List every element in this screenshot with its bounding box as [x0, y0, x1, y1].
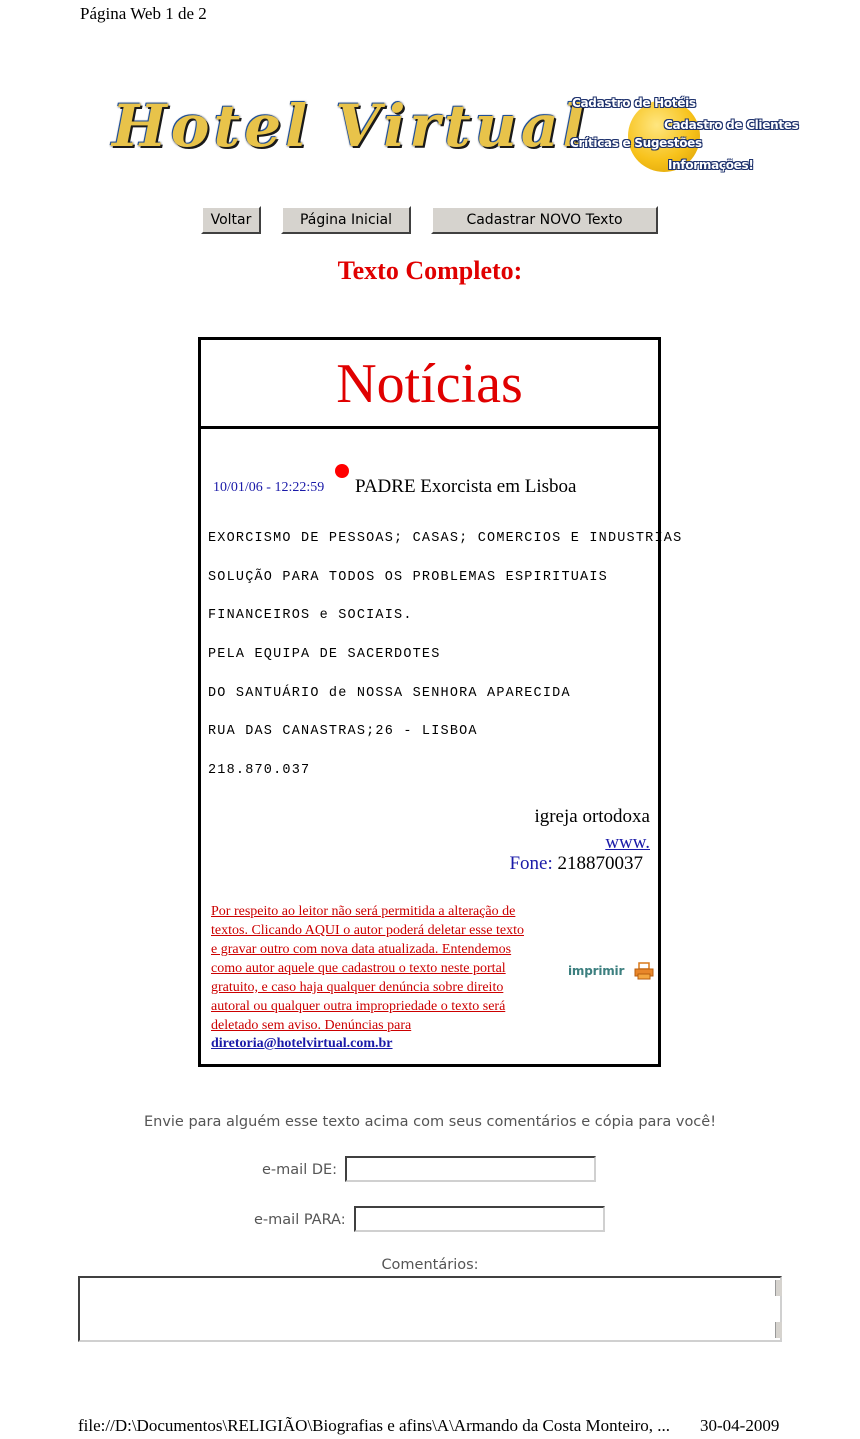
author-phone: [509, 853, 643, 875]
footer-date: 30-04-2009: [700, 1416, 780, 1435]
article-box-header: [201, 340, 658, 429]
email-para-input[interactable]: [354, 1206, 605, 1232]
voltar-button[interactable]: Voltar: [201, 206, 261, 234]
news-date: 10/01/06 - 12:22:59: [213, 480, 325, 495]
email-para-label: e-mail PARA:: [254, 1212, 346, 1228]
red-dot-icon: [335, 464, 349, 478]
textarea-scroll-down-button[interactable]: [775, 1322, 782, 1338]
contact-email-link[interactable]: diretoria@hotelvirtual.com.br: [211, 1036, 393, 1051]
page-title: Texto Completo:: [337, 256, 523, 285]
article-body-line: PELA EQUIPA DE SACERDOTES: [208, 647, 441, 662]
article-body-line: SOLUÇÃO PARA TODOS OS PROBLEMAS ESPIRITUAIS: [208, 570, 608, 585]
article-author: igreja ortodoxa: [534, 806, 650, 827]
menu-item-cadastro-clientes[interactable]: Cadastro de Clientes: [664, 118, 799, 132]
cadastrar-novo-texto-button[interactable]: Cadastrar NOVO Texto: [431, 206, 658, 234]
share-heading: Envie para alguém esse texto acima com seus comentários e cópia para você!: [143, 1114, 717, 1130]
article-box: [198, 337, 683, 1067]
disclaimer-link[interactable]: Por respeito ao leitor não será permitida a alteração de textos. Clicando AQUI o autor poderá deletar esse texto e gravar outro com nova data atualizada. Entendemos como autor aquele que cadastrou o texto neste portal gratuito, e caso haja qualquer denúncia sobre direito autoral ou qualquer outra impropriedade o texto será deletado sem aviso. Denúncias para: [211, 904, 524, 1033]
logo-text: Hotel Virtual: [112, 92, 589, 160]
article-body-line: DO SANTUÁRIO de NOSSA SENHORA APARECIDA: [208, 686, 571, 701]
comentarios-label: Comentários:: [381, 1257, 479, 1273]
author-website-link[interactable]: www.: [605, 832, 650, 853]
menu-item-informacoes[interactable]: Informações!: [668, 158, 754, 172]
phone-value: 218870037: [557, 853, 643, 874]
article-body-line: 218.870.037: [208, 763, 311, 778]
email-de-input[interactable]: [345, 1156, 596, 1182]
print-header: Página Web 1 de 2: [80, 4, 207, 23]
menu-item-cadastro-hoteis[interactable]: Cadastro de Hotéis: [572, 96, 696, 110]
comentarios-textarea[interactable]: [78, 1276, 782, 1342]
textarea-scroll-up-button[interactable]: [775, 1280, 782, 1296]
pagina-inicial-button[interactable]: Página Inicial: [281, 206, 411, 234]
menu-item-criticas-sugestoes[interactable]: Críticas e Sugestões: [570, 136, 702, 150]
printer-icon: [634, 962, 654, 980]
footer-file-path: file://D:\Documentos\RELIGIÃO\Biografias e afins\A\Armando da Costa Monteiro, ...: [78, 1416, 671, 1435]
article-body-line: EXORCISMO DE PESSOAS; CASAS; COMERCIOS E INDUSTRIAS: [208, 531, 683, 546]
phone-label: Fone:: [509, 853, 553, 874]
hotel-virtual-logo[interactable]: [112, 92, 589, 178]
print-label: imprimir: [568, 964, 625, 978]
site-menu: [568, 92, 799, 184]
news-headline: PADRE Exorcista em Lisboa: [355, 476, 577, 497]
article-body-line: RUA DAS CANASTRAS;26 - LISBOA: [208, 724, 478, 739]
article-body-line: FINANCEIROS e SOCIAIS.: [208, 608, 413, 623]
print-button[interactable]: [568, 962, 654, 980]
email-de-label: e-mail DE:: [262, 1162, 338, 1178]
article-box-title: Notícias: [336, 353, 523, 415]
